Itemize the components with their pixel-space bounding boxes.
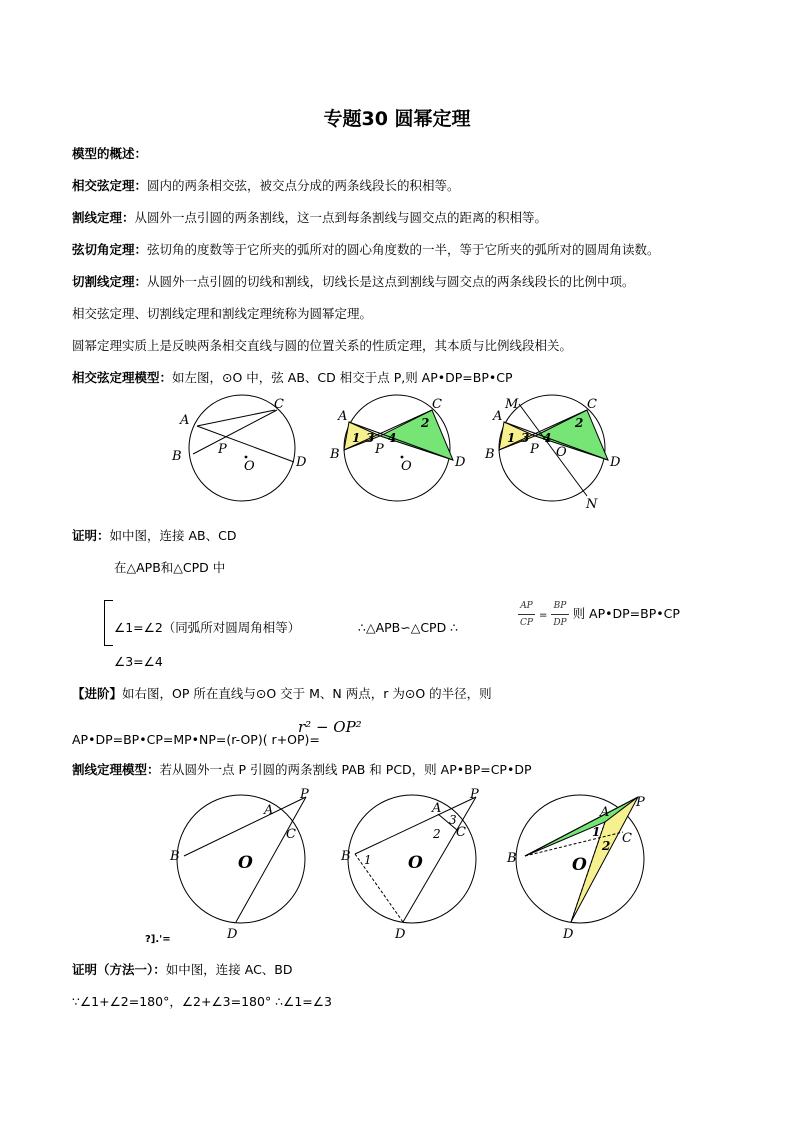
- center-dot: [401, 456, 404, 459]
- label-c: C: [622, 831, 632, 846]
- proof2-line1: [72, 962, 293, 978]
- label-d: D: [563, 927, 574, 942]
- model-text: 如左图，⊙O 中，弦 AB、CD 相交于点 P,则 AP•DP=BP•CP: [172, 370, 513, 385]
- def-secants: [72, 210, 547, 226]
- condition-1: ∠1=∠2（同弧所对圆周角相等）: [114, 620, 301, 635]
- label-d: D: [296, 455, 307, 470]
- angle-4: 4: [543, 431, 552, 445]
- angle-2: 2: [433, 827, 441, 841]
- summary-line-2: 圆幂定理实质上是反映两条相交直线与圆的位置关系的性质定理，其本质与比例线段相关。: [72, 338, 573, 353]
- label-b: B: [170, 849, 180, 864]
- proof-term: 证明：: [72, 528, 110, 543]
- model-secants: [72, 762, 532, 778]
- segment-bd: [355, 854, 403, 922]
- overview-heading: 模型的概述：: [72, 146, 148, 161]
- label-p: P: [300, 787, 309, 802]
- label-p: P: [530, 442, 539, 457]
- angle-4: 4: [388, 431, 397, 445]
- label-c: C: [286, 827, 296, 842]
- def-text: 弦切角的度数等于它所夹的弧所对的圆心角度数的一半，等于它所夹的弧所对的圆周角读数。: [147, 242, 660, 257]
- proof1-line1: [72, 528, 236, 544]
- def-tangent-chord-angle: [72, 242, 660, 258]
- fraction-bp-dp: [551, 598, 568, 631]
- stray-artifact-text: ?].'=: [145, 934, 171, 945]
- system-brace: [104, 600, 113, 646]
- label-p: P: [218, 442, 227, 457]
- def-term: 相交弦定理：: [72, 178, 148, 193]
- condition-2: ∠3=∠4: [114, 654, 163, 669]
- proof1-line2: 在△APB和△CPD 中: [114, 560, 226, 575]
- def-intersecting-chords: [72, 178, 460, 194]
- proof-text: 如中图，连接 AC、BD: [165, 962, 293, 977]
- label-d: D: [227, 927, 238, 942]
- figure-intersecting-chords: [170, 392, 640, 512]
- advanced-line2: AP•DP=BP•CP=MP•NP=(r-OP)( r+OP)=: [72, 732, 320, 747]
- frac-numerator: AP: [518, 598, 535, 615]
- figure-left: [171, 395, 307, 501]
- advanced-line1: [72, 686, 492, 702]
- angle-1: 1: [507, 431, 516, 445]
- ratio-result: 则 AP•DP=BP•CP: [572, 606, 680, 621]
- similarity-conclusion: ∴△APB∽△CPD ∴: [358, 620, 459, 635]
- label-b: B: [507, 851, 517, 866]
- label-o: O: [408, 853, 423, 873]
- label-d: D: [610, 455, 621, 470]
- label-n: N: [586, 497, 598, 512]
- figure-secants: [160, 786, 690, 946]
- label-o: O: [556, 445, 567, 460]
- advanced-formula: r² − OP²: [298, 718, 362, 736]
- def-tangent-secant: [72, 274, 635, 290]
- def-term: 切割线定理：: [72, 274, 148, 289]
- frac-numerator: BP: [551, 598, 568, 615]
- label-b: B: [341, 849, 351, 864]
- equals-sign: =: [538, 610, 548, 621]
- model-term: 相交弦定理模型：: [72, 370, 173, 385]
- label-d: D: [395, 927, 406, 942]
- page-title: 专题30 圆幂定理: [323, 108, 471, 130]
- ratio-equation: [518, 598, 680, 631]
- proof2-line2: ∵∠1+∠2=180°，∠2+∠3=180° ∴∠1=∠3: [72, 994, 332, 1009]
- figure-right: [484, 395, 621, 512]
- label-a: A: [600, 805, 610, 820]
- label-m: M: [505, 397, 519, 412]
- def-text: 从圆外一点引圆的切线和割线，切线长是这点到割线与圆交点的两条线段长的比例中项。: [147, 274, 635, 289]
- model-intersecting-chords: [72, 370, 513, 386]
- model-text: 若从圆外一点 P 引圆的两条割线 PAB 和 PCD，则 AP•BP=CP•DP: [159, 762, 532, 777]
- label-o: O: [238, 853, 253, 873]
- angle-2: 2: [421, 416, 430, 430]
- figure-left: [169, 787, 309, 942]
- angle-2: 2: [575, 416, 584, 430]
- label-o: O: [572, 855, 587, 875]
- label-o: O: [401, 459, 412, 474]
- angle-1: 1: [592, 825, 601, 839]
- label-b: B: [330, 447, 340, 462]
- advanced-term: 【进阶】: [72, 686, 123, 701]
- label-a: A: [338, 409, 348, 424]
- center-dot: [245, 456, 248, 459]
- proof-term: 证明（方法一）：: [72, 962, 166, 977]
- label-c: C: [456, 825, 466, 840]
- def-term: 割线定理：: [72, 210, 135, 225]
- frac-denominator: CP: [520, 618, 533, 628]
- proof-text: 如中图，连接 AB、CD: [109, 528, 237, 543]
- figure-middle: [329, 395, 466, 501]
- model-term: 割线定理模型：: [72, 762, 160, 777]
- angle-1: 1: [364, 853, 372, 867]
- fraction-ap-cp: [518, 598, 535, 631]
- label-p: P: [470, 787, 479, 802]
- label-c: C: [274, 397, 284, 412]
- label-a: A: [493, 409, 503, 424]
- angle-3: 3: [521, 431, 530, 445]
- label-b: B: [485, 447, 495, 462]
- label-c: C: [432, 397, 442, 412]
- advanced-text: 如右图，OP 所在直线与⊙O 交于 M、N 两点，r 为⊙O 的半径，则: [122, 686, 492, 701]
- angle-1: 1: [352, 431, 361, 445]
- figure-middle: [340, 787, 479, 942]
- chord-ac-hint: [197, 410, 275, 426]
- def-text: 圆内的两条相交弦，被交点分成的两条线段长的积相等。: [147, 178, 460, 193]
- label-a: A: [180, 413, 190, 428]
- label-a: A: [264, 803, 274, 818]
- label-c: C: [587, 397, 597, 412]
- summary-line-1: 相交弦定理、切割线定理和割线定理统称为圆幂定理。: [72, 306, 373, 321]
- chord-bc: [193, 410, 277, 454]
- label-p: P: [636, 795, 645, 810]
- def-text: 从圆外一点引圆的两条割线，这一点到每条割线与圆交点的距离的积相等。: [134, 210, 548, 225]
- label-a: A: [432, 801, 442, 816]
- label-d: D: [455, 455, 466, 470]
- label-o: O: [244, 459, 255, 474]
- figure-right: [506, 795, 645, 942]
- angle-3: 3: [366, 431, 375, 445]
- frac-denominator: DP: [553, 618, 567, 628]
- label-b: B: [172, 449, 182, 464]
- label-p: P: [375, 442, 384, 457]
- def-term: 弦切角定理：: [72, 242, 148, 257]
- angle-2: 2: [602, 839, 611, 853]
- angle-3: 3: [449, 813, 457, 827]
